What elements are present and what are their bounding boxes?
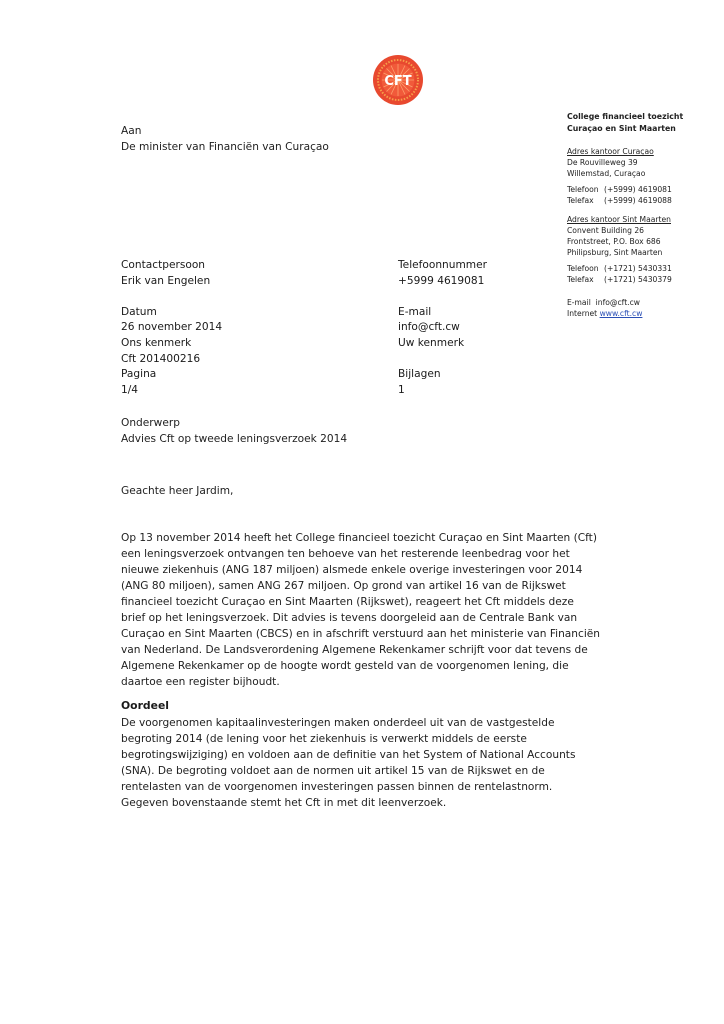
phone-label: Telefoonnummer — [398, 259, 487, 271]
office-sxm-title: Adres kantoor Sint Maarten — [567, 215, 671, 224]
office-sxm-city: Philipsburg, Sint Maarten — [567, 248, 663, 257]
sender-sidebar — [567, 111, 717, 319]
page-value: 1/4 — [121, 383, 139, 396]
our-reference-value: Cft 201400216 — [121, 352, 201, 365]
sidebar-email: E-mail info@cft.cw — [567, 298, 640, 307]
office-curacao-fax: Telefax (+5999) 4619088 — [567, 196, 672, 205]
svg-text:CFT: CFT — [384, 74, 412, 89]
body-paragraph-1: Op 13 november 2014 heeft het College financieel toezicht Curaçao en Sint Maarten (Cft) een leningsverzoek ontvangen ten behoeve van het resterende leenbedrag voor het nieuwe ziekenhuis (ANG 187 miljoen) alsmede enkele overige investeringen voor 2014 (ANG 80 miljoen), samen ANG 267 miljoen. Op grond van artikel 16 van de Rijkswet financieel toezicht Curaçao en Sint Maarten (Rijkswet), reageert het Cft middels deze brief op het leningsverzoek. Dit advies is tevens doorgeleid aan de Centrale Bank van Curaçao en Sint Maarten (CBCS) en in afschrift verstuurd aan het ministerie van Financiën van Nederland. De Landsverordening Algemene Rekenkamer schrijft voor dat tevens de Algemene Rekenkamer op de hoogte wordt gesteld van de voorgenomen lening, die daartoe een register bijhoudt. — [121, 532, 601, 688]
cft-logo — [372, 54, 424, 106]
org-name-line2: Curaçao en Sint Maarten — [567, 123, 676, 133]
addressee-label: Aan — [121, 125, 142, 137]
attachments-value: 1 — [398, 383, 405, 396]
email-value: info@cft.cw — [398, 321, 460, 334]
subject-label: Onderwerp — [121, 417, 180, 429]
page-label: Pagina — [121, 368, 157, 381]
attachments-label: Bijlagen — [398, 368, 441, 381]
office-curacao-phone: Telefoon (+5999) 4619081 — [567, 185, 672, 194]
org-name-line1: College financieel toezicht — [567, 112, 684, 121]
office-curacao-title: Adres kantoor Curaçao — [567, 147, 654, 156]
letter-metadata — [121, 258, 501, 398]
office-curacao-city: Willemstad, Curaçao — [567, 169, 646, 178]
email-label: E-mail — [398, 305, 432, 318]
subject-value: Advies Cft op tweede leningsverzoek 2014 — [121, 432, 348, 445]
cft-seal-icon — [372, 54, 424, 106]
our-reference-label: Ons kenmerk — [121, 336, 192, 349]
website-link[interactable]: www.cft.cw — [599, 309, 643, 318]
contact-value: Erik van Engelen — [121, 274, 211, 287]
section-heading-oordeel: Oordeel — [121, 699, 169, 712]
sidebar-internet: Internet www.cft.cw — [567, 309, 643, 318]
office-sxm-building: Convent Building 26 — [567, 226, 645, 235]
office-sxm-fax: Telefax (+1721) 5430379 — [567, 275, 672, 284]
addressee-recipient: De minister van Financiën van Curaçao — [121, 140, 329, 153]
addressee-block — [121, 124, 329, 155]
date-value: 26 november 2014 — [121, 321, 223, 334]
office-sxm-street: Frontstreet, P.O. Box 686 — [567, 237, 661, 246]
your-reference-value — [398, 352, 501, 368]
date-label: Datum — [121, 305, 157, 318]
phone-value: +5999 4619081 — [398, 274, 485, 287]
office-curacao-street: De Rouvilleweg 39 — [567, 158, 638, 167]
subject-block — [121, 416, 347, 447]
your-reference-label: Uw kenmerk — [398, 336, 465, 349]
office-sxm-phone: Telefoon (+1721) 5430331 — [567, 264, 672, 273]
salutation: Geachte heer Jardim, — [121, 485, 234, 497]
contact-label: Contactpersoon — [121, 259, 206, 271]
body-paragraph-2: De voorgenomen kapitaalinvesteringen maken onderdeel uit van de vastgestelde begroting 2014 (de lening voor het ziekenhuis is verwerkt middels de eerste begrotingswijziging) en voldoen aan de definitie van het System of National Accounts (SNA). De begroting voldoet aan de normen uit artikel 15 van de Rijkswet en de rentelasten van de voorgenomen investeringen passen binnen de rentelastnorm. Gegeven bovenstaande stemt het Cft in met dit leenverzoek. — [121, 717, 576, 809]
